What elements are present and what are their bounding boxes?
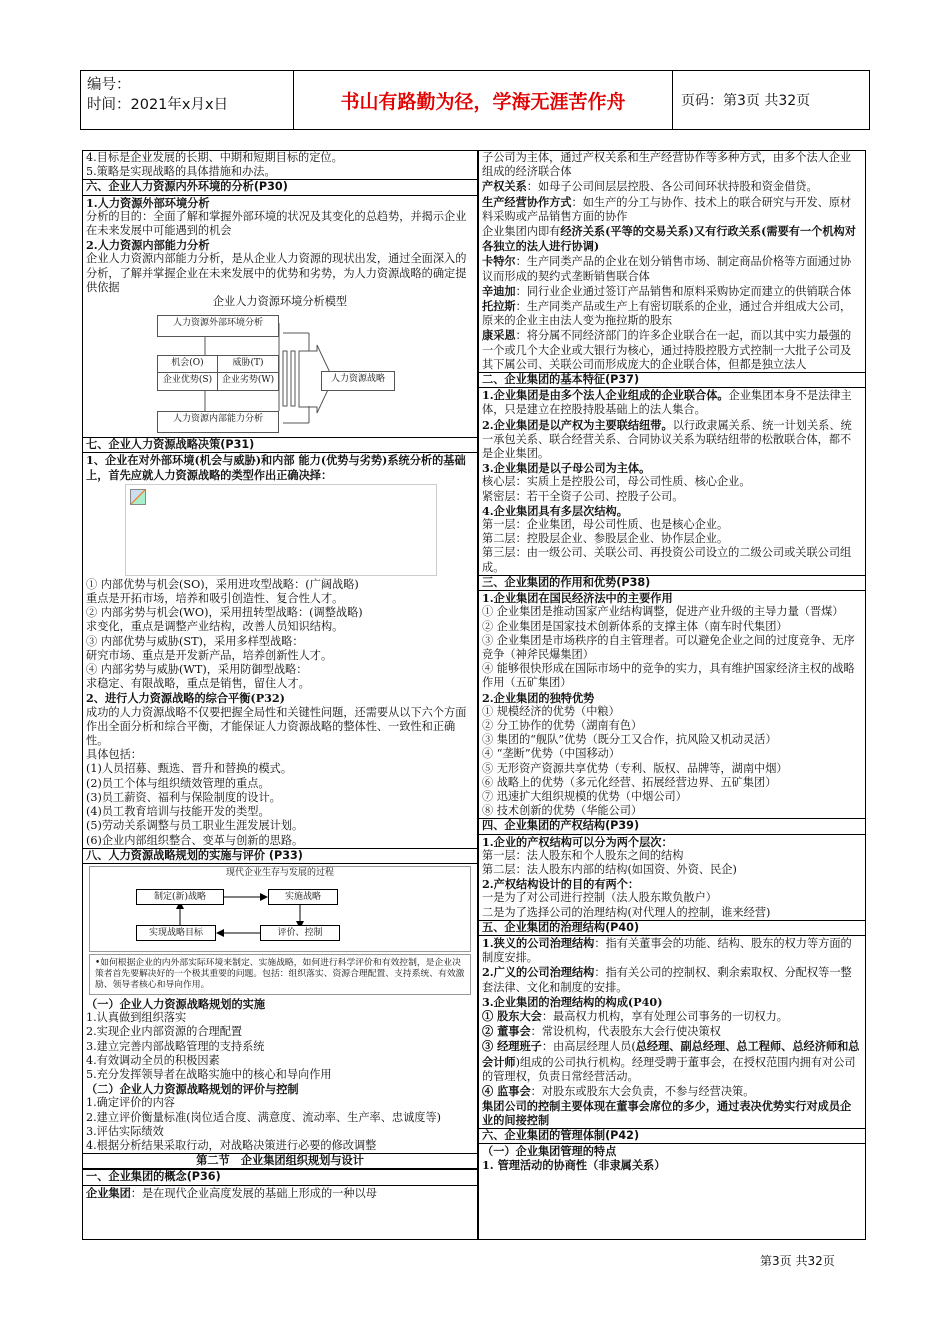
list-item: (4)员工教育培训与技能开发的类型。 — [86, 805, 270, 819]
definition-text — [83, 1186, 477, 1201]
internal-analysis-box: 人力资源内部能力分析 — [157, 411, 279, 433]
process-diagram — [89, 866, 471, 952]
term: 产权关系 — [482, 179, 527, 194]
list-item: (3)员工薪资、福利与保险制度的设计。 — [86, 790, 281, 804]
header-page-label: 页码：第3页 共32页 — [681, 93, 811, 109]
text: 求稳定、有限战略，重点是销售，留住人才。 — [86, 677, 310, 691]
term: 生产经营协作方式 — [482, 194, 572, 209]
list-item — [479, 1009, 865, 1024]
section-heading: 六、企业集团的管理体制(P42) — [479, 1128, 865, 1144]
section-heading: 三、企业集团的作用和优势(P38) — [479, 575, 865, 591]
term: 1.狭义的公司治理结构 — [482, 935, 595, 950]
text: 4.目标是企业发展的长期、中期和短期目标的定位。 — [86, 151, 343, 164]
list-item: 2.建立评价衡量标准(岗位适合度、满意度、流动率、生产率、忠诚度等) — [86, 1110, 442, 1124]
term: 康采恩 — [482, 328, 516, 343]
subheading: 2、进行人力资源战略的综合平衡(P32) — [86, 691, 285, 706]
note-box: •如何根据企业的内外部实际环境来制定、实施战略，如何进行科学评价和有效控制，是企业决策者首先要解决好的一个极其重要的问题。包括：组织落实、资源合理配置、支持系统、有效激励、领导者核心和导向作用。 — [89, 954, 471, 995]
list-item: ① 企业集团是推动国家产业结构调整，促进产业升级的主导力量（晋煤） — [482, 605, 844, 619]
list-item: 4.根据分析结果采取行动，对战略决策进行必要的修改调整 — [86, 1138, 377, 1152]
external-analysis-box: 人力资源外部环境分析 — [157, 315, 279, 337]
subheading: 1.人力资源外部环境分析 — [86, 195, 210, 210]
implement-strategy-box: 实施战略 — [268, 889, 338, 905]
text: 第一层：企业集团，母公司性质、也是核心企业。 — [482, 518, 729, 532]
list-item: (6)企业内部组织整合、变革与创新的思路。 — [86, 833, 304, 847]
text: ：常设机构，代表股东大会行使决策权 — [530, 1025, 721, 1039]
broken-image-icon — [130, 489, 146, 505]
list-item: (5)劳动关系调整与员工职业生涯发展计划。 — [86, 819, 304, 833]
chapter-heading: 第二节 企业集团组织规划与设计 — [83, 1153, 477, 1169]
text: 第二层：法人股东内部的结构(如国资、外资、民企) — [482, 862, 737, 876]
text: 研究市场、重点是开发新产品，培养创新性人才。 — [86, 648, 333, 662]
list-item: ⑥ 战略上的优势（多元化经营、拓展经营边界、五矿集团） — [482, 775, 777, 789]
text — [479, 936, 865, 965]
left-column — [82, 150, 478, 1240]
number-label: 编号： — [87, 77, 131, 93]
list-item: ③ 企业集团是市场秩序的自主管理者。可以避免企业之间的过度竞争、无序竞争（神斧民爆集团） — [482, 633, 855, 661]
text: 企业集团内即有 — [482, 225, 561, 239]
text: 成功的人力资源战略不仅要把握全局性和关键性问题，还需要从以下六个方面作出全面分析和综合平衡，才能保证人力资源战略的整体性、一致性和正确性。 — [86, 705, 467, 748]
term: 2.广义的公司治理结构 — [482, 965, 595, 980]
subheading: 1.企业的产权结构可以分为两个层次： — [482, 834, 673, 849]
section-heading: 八、人力资源战略规划的实施与评价 (P33) — [83, 848, 477, 864]
text: ：如母子公司间层层控股、各公司间环状持股和资金借贷。 — [526, 180, 818, 194]
list-item: 5.充分发挥领导者在战略实施中的核心和导向作用 — [86, 1067, 332, 1081]
subheading: 2.企业集团的独特优势 — [482, 690, 595, 705]
text: ：将分属不同经济部门的许多企业联合在一起，而以其中实力最强的一个或几个大企业或大银行为核心，通过持股控股方式控制一大批子公司及其下属公司、关联公司而形成庞大的企业联合体，但都是独立法人 — [482, 329, 852, 371]
make-strategy-box: 制定(新)战略 — [136, 889, 224, 905]
environment-analysis-diagram — [83, 311, 477, 435]
page-header — [80, 70, 870, 130]
section-heading: 六、企业人力资源内外环境的分析(P30) — [83, 179, 477, 195]
emphasis: 总经理、副总经理、总工程师、总经济师和总会计师 — [482, 1039, 860, 1069]
text: ：指有关董事会的功能、结构、股东的权力等方面的制度安排。 — [482, 936, 852, 965]
text: ：是在现代企业高度发展的基础上形成的一种以母 — [130, 1186, 377, 1200]
text: 重点是开拓市场，培养和吸引创造性、复合性人才。 — [86, 592, 344, 606]
text: ：最高权力机构，享有处理公司事务的一切权力。 — [541, 1009, 788, 1023]
list-item: (2)员工个体与组织绩效管理的重点。 — [86, 776, 270, 790]
list-item: ④ “垄断”优势（中国移动） — [482, 747, 621, 761]
right-column — [478, 150, 866, 1240]
list-item: ⑦ 迅速扩大组织规模的优势（中烟公司） — [482, 789, 687, 803]
list-item — [479, 1039, 865, 1084]
diagram-arrows — [83, 311, 477, 435]
text: 具体包括： — [86, 748, 142, 762]
list-item: ④ 能够很快形成在国际市场中的竞争的实力，具有维护国家经济主权的战略作用（五矿集团） — [482, 662, 855, 690]
subheading: 1.企业集团在国民经济法中的主要作用 — [482, 591, 673, 606]
list-item: ② 分工协作的优势（湖南有色） — [482, 718, 643, 732]
section-heading: 五、企业集团的治理结构(P40) — [479, 920, 865, 936]
text — [479, 284, 865, 299]
subheading: 4.企业集团具有多层次结构。 — [482, 503, 628, 518]
text — [479, 195, 865, 224]
text: 一是为了对公司进行控制（法人股东欺负散户） — [482, 891, 717, 905]
weakness-box: 企业劣势(W) — [217, 373, 279, 391]
term: 托拉斯 — [482, 299, 516, 314]
list-item: 1.认真做到组织落实 — [86, 1011, 187, 1025]
subheading: 3.企业集团的治理结构的构成(P40) — [482, 994, 663, 1009]
emphasis: 集团公司的控制主要体现在董事会席位的多少，通过表决优势实行对成员企业的间接控制 — [482, 1099, 852, 1128]
subheading: 2.人力资源内部能力分析 — [86, 238, 210, 253]
text — [479, 179, 865, 194]
text: 紧密层：若干全资子公司、控股子公司。 — [482, 489, 684, 503]
text: ：指有关公司的控制权、剩余索取权、分配权等一整套法律、文化和制度的安排。 — [482, 966, 852, 994]
term: ③ 经理班子 — [482, 1039, 542, 1054]
term: ② 董事会 — [482, 1024, 531, 1039]
text — [479, 388, 865, 417]
text: ：生产同类产品的企业在划分销售市场、制定商品价格等方面通过协议而形成的契约式垄断销售联合体 — [482, 255, 852, 283]
text: ：如生产的分工与协作、技术上的联合研究与开发、原材料采购或产品销售方面的协作 — [482, 195, 852, 223]
subheading: 1、企业在对外部环境(机会与威胁)和内部 能力(优势与劣势)系统分析的基础上，首先应就人力资源战略的类型作出正确决择： — [86, 453, 466, 482]
figure-title: 企业人力资源环境分析模型 — [212, 295, 348, 309]
list-item — [479, 1084, 865, 1099]
hr-strategy-box: 人力资源战略 — [321, 371, 395, 391]
text: 第二层：控股层企业、参股层企业、协作层企业。 — [482, 532, 729, 546]
text: ④ 内部劣势与威胁(WT)，采用防御型战略： — [86, 663, 308, 677]
text: 以行政隶属关系、统一计划关系、统一承包关系、联合经营关系、合同协议关系为联结纽带的松散联合体，都不是企业集团。 — [482, 418, 852, 461]
list-item: ⑤ 无形资产资源共享优势（专利、版权、品牌等，湖南中烟） — [482, 761, 788, 775]
list-item: 2.实现企业内部资源的合理配置 — [86, 1025, 243, 1039]
text: )组成的公司执行机构。经理受聘于董事会，在授权范围内拥有对公司的管理权，负责日常经营活动。 — [482, 1055, 856, 1083]
list-item: 3.建立完善内部战略管理的支持系统 — [86, 1039, 265, 1053]
text: ① 内部优势与机会(SO)，采用进攻型战略：(广阔战略) — [86, 577, 359, 591]
list-item: 4.有效调动全员的积极因素 — [86, 1053, 220, 1067]
text — [479, 299, 865, 328]
text: 核心层：实质上是控股公司，母公司性质、核心企业。 — [482, 475, 751, 489]
subheading: （二）企业人力资源战略规划的评价与控制 — [86, 1082, 299, 1097]
header-slogan: 书山有路勤为径，学海无涯苦作舟 — [294, 71, 673, 129]
section-heading: 七、企业人力资源战略决策(P31) — [83, 437, 477, 453]
text: ② 内部劣势与机会(WO)，采用扭转型战略：(调整战略) — [86, 606, 363, 620]
subheading: 3.企业集团是以子母公司为主体。 — [482, 461, 651, 476]
page-footer: 第3页 共32页 — [760, 1254, 835, 1268]
text: ：由高层经理人员( — [541, 1040, 636, 1054]
list-item: ③ 集团的“舰队”优势（既分工又合作，抗风险又机动灵活） — [482, 733, 777, 747]
term: ① 股东大会 — [482, 1008, 542, 1023]
list-item: 1.确定评价的内容 — [86, 1096, 175, 1110]
figure-title: 现代企业生存与发展的过程 — [225, 867, 334, 878]
text: 企业集团本身不是法律主体，只是建立在控股持股基础上的法人集合。 — [482, 389, 852, 417]
emphasis: 经济关系(平等的交易关系)又有行政关系(需要有一个机构对各独立的法人进行协调) — [482, 224, 856, 254]
evaluate-control-box: 评价、控制 — [260, 925, 340, 941]
text: 二是为了选择公司的治理结构(对代理人的控制，谁来经营) — [482, 905, 771, 919]
text: ：同行业企业通过签订产品销售和原料采购协定而建立的供销联合体 — [515, 284, 852, 298]
term: 辛迪加 — [482, 283, 516, 298]
subheading: 2.产权结构设计的目的有两个： — [482, 877, 640, 892]
text: 分析的目的：全面了解和掌握外部环境的状况及其变化的总趋势，并揭示企业在未来发展中可能遇到的机会 — [86, 209, 467, 238]
emphasis: 1.企业集团是由多个法人企业组成的企业联合体。 — [482, 388, 729, 403]
text: 子公司为主体，通过产权关系和生产经营协作等多种方式，由多个法人企业组成的经济联合体 — [482, 151, 852, 179]
term: 卡特尔 — [482, 254, 516, 269]
text — [479, 328, 865, 372]
text: 求变化，重点是调整产业结构，改善人员知识结构。 — [86, 620, 344, 634]
text: 企业人力资源内部能力分析，是从企业人力资源的现状出发，通过全面深入的分析，了解并掌握企业在未来发展中的优势和劣势，为人力资源战略的确定提供依据 — [86, 252, 467, 294]
subheading: （一）企业集团管理的特点 — [482, 1143, 617, 1158]
list-item: ⑧ 技术创新的优势（华能公司） — [482, 804, 643, 818]
section-heading: 四、企业集团的产权结构(P39) — [479, 818, 865, 834]
list-item: 3.评估实际绩效 — [86, 1124, 164, 1138]
text — [479, 965, 865, 994]
text: ：对股东或股东大会负责，不参与经营决策。 — [530, 1085, 755, 1098]
swot-image-placeholder — [125, 484, 437, 576]
subheading: （一）企业人力资源战略规划的实施 — [86, 996, 266, 1011]
threat-box: 威胁(T) — [217, 355, 279, 373]
text — [479, 418, 865, 462]
text: 5.策略是实现战略的具体措施和办法。 — [86, 165, 276, 179]
emphasis: 2.企业集团是以产权为主要联结纽带。 — [482, 417, 673, 432]
section-heading: 一、企业集团的概念(P36) — [83, 1169, 477, 1185]
text: ③ 内部优势与威胁(ST)，采用多样型战略： — [86, 634, 304, 648]
text: ：生产同类产品或生产上有密切联系的企业，通过合并组成大公司，原来的企业主由法人变为拖拉斯的股东 — [482, 300, 852, 328]
list-item — [479, 1024, 865, 1039]
strength-box: 企业优势(S) — [157, 373, 217, 391]
list-item: ① 规模经济的优势（中粮） — [482, 704, 620, 718]
text: 第三层：由一级公司、关联公司、再投资公司设立的二级公司或关联公司组成。 — [482, 546, 852, 574]
opportunity-box: 机会(O) — [157, 355, 217, 373]
list-item: ② 企业集团是国家技术创新体系的支撑主体（南车时代集团） — [482, 619, 788, 633]
term: ④ 监事会 — [482, 1084, 531, 1098]
achieve-goal-box: 实现战略目标 — [136, 925, 216, 941]
header-meta — [81, 71, 294, 129]
section-heading: 二、企业集团的基本特征(P37) — [479, 372, 865, 388]
list-item: (1)人员招募、甄选、晋升和替换的模式。 — [86, 762, 293, 776]
text — [479, 224, 865, 254]
text — [479, 254, 865, 283]
term: 企业集团 — [86, 1185, 131, 1200]
subheading: 1. 管理活动的协商性（非隶属关系） — [482, 1158, 666, 1173]
text: 第一层：法人股东和个人股东之间的结构 — [482, 848, 684, 862]
time-label: 时间：2021年x月x日 — [87, 97, 229, 113]
